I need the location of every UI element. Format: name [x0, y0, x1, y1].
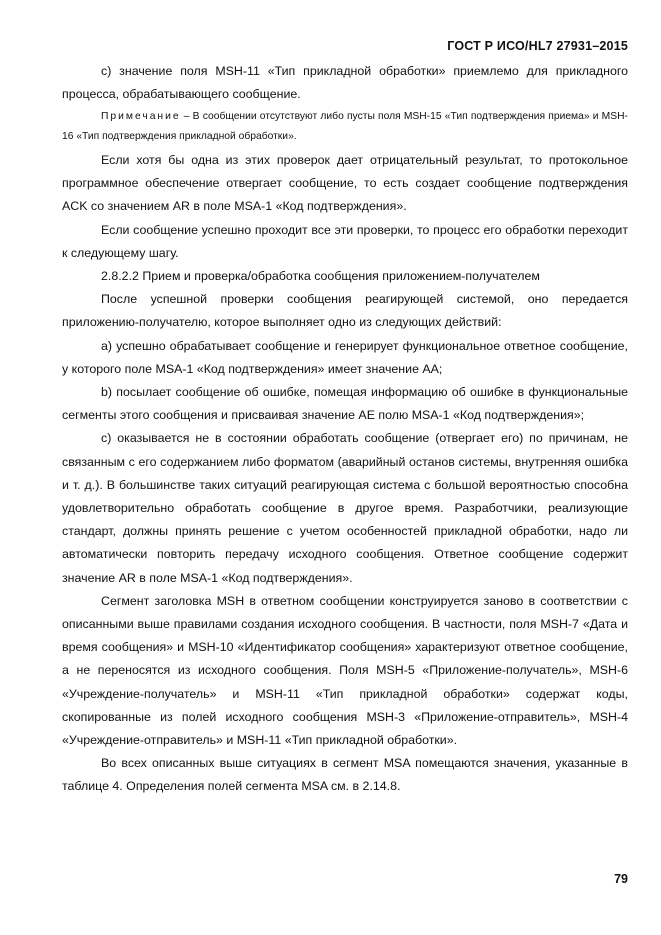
- note-paragraph: [62, 107, 628, 147]
- paragraph-next-step: Если сообщение успешно проходит все эти проверки, то процесс его обработки переходит к следующему шагу.: [62, 222, 628, 260]
- paragraph-rejection: Если хотя бы одна из этих проверок дает отрицательный результат, то протокольное программное обеспечение отвергает сообщение, то есть создает сообщение подтверждения ACK со значением AR в поле MSA-1 «Код подтверждения».: [62, 153, 628, 214]
- paragraph-after-check: После успешной проверки сообщения реагирующей системой, оно передается приложению-получателю, которое выполняет одно из следующих действий:: [62, 292, 628, 330]
- page-number: 79: [614, 872, 628, 886]
- paragraph-item-c-reject: c) оказывается не в состоянии обработать сообщение (отвергает его) по причинам, не связанным с его содержанием либо форматом (аварийный останов системы, внутренняя ошибка и т. д.). В большинстве таких ситуаций реагирующая система с большой вероятностью способна удовлетворительно обработать сообщение в другое время. Разработчики, реализующие стандарт, должны принять решение с учетом особенностей прикладной обработки, надо ли автоматически повторить передачу исходного сообщения. Ответное сообщение содержит значение AR в поле MSA-1 «Код подтверждения».: [62, 431, 628, 585]
- document-body: [62, 60, 628, 799]
- document-header: ГОСТ Р ИСО/HL7 27931–2015: [447, 39, 628, 53]
- section-heading: 2.8.2.2 Прием и проверка/обработка сообщения приложением-получателем: [101, 269, 540, 284]
- paragraph-item-c-check: c) значение поля MSH-11 «Тип прикладной обработки» приемлемо для прикладного процесса, обрабатывающего сообщение.: [62, 64, 628, 102]
- paragraph-msa-segment: Во всех описанных выше ситуациях в сегмент MSA помещаются значения, указанные в таблице 4. Определения полей сегмента MSA см. в 2.14.8.: [62, 756, 628, 794]
- paragraph-item-a: a) успешно обрабатывает сообщение и генерирует функциональное ответное сообщение, у которого поле MSA-1 «Код подтверждения» имеет значение AA;: [62, 338, 628, 376]
- note-label: Примечание: [101, 111, 181, 123]
- paragraph-msh-segment: Сегмент заголовка MSH в ответном сообщении конструируется заново в соответствии с описанными выше правилами создания исходного сообщения. В частности, поля MSH-7 «Дата и время сообщения» и MSH-10 «Идентификатор сообщения» характеризуют ответное сообщение, а не переносятся из исходного сообщения. Поля MSH-5 «Приложение-получатель», MSH-6 «Учреждение-получатель» и MSH-11 «Тип прикладной обработки» содержат коды, скопированные из полей исходного сообщения MSH-3 «Приложение-отправитель», MSH-4 «Учреждение-отправитель» и MSH-11 «Тип прикладной обработки».: [62, 593, 628, 748]
- note-text: – В сообщении отсутствуют либо пусты поля MSH-15 «Тип подтверждения приема» и MSH-16 «Тип подтверждения прикладной обработки».: [62, 111, 628, 143]
- paragraph-item-b: b) посылает сообщение об ошибке, помещая информацию об ошибке в функциональные сегменты этого сообщения и присваивая значение AE полю MSA-1 «Код подтверждения»;: [62, 385, 628, 423]
